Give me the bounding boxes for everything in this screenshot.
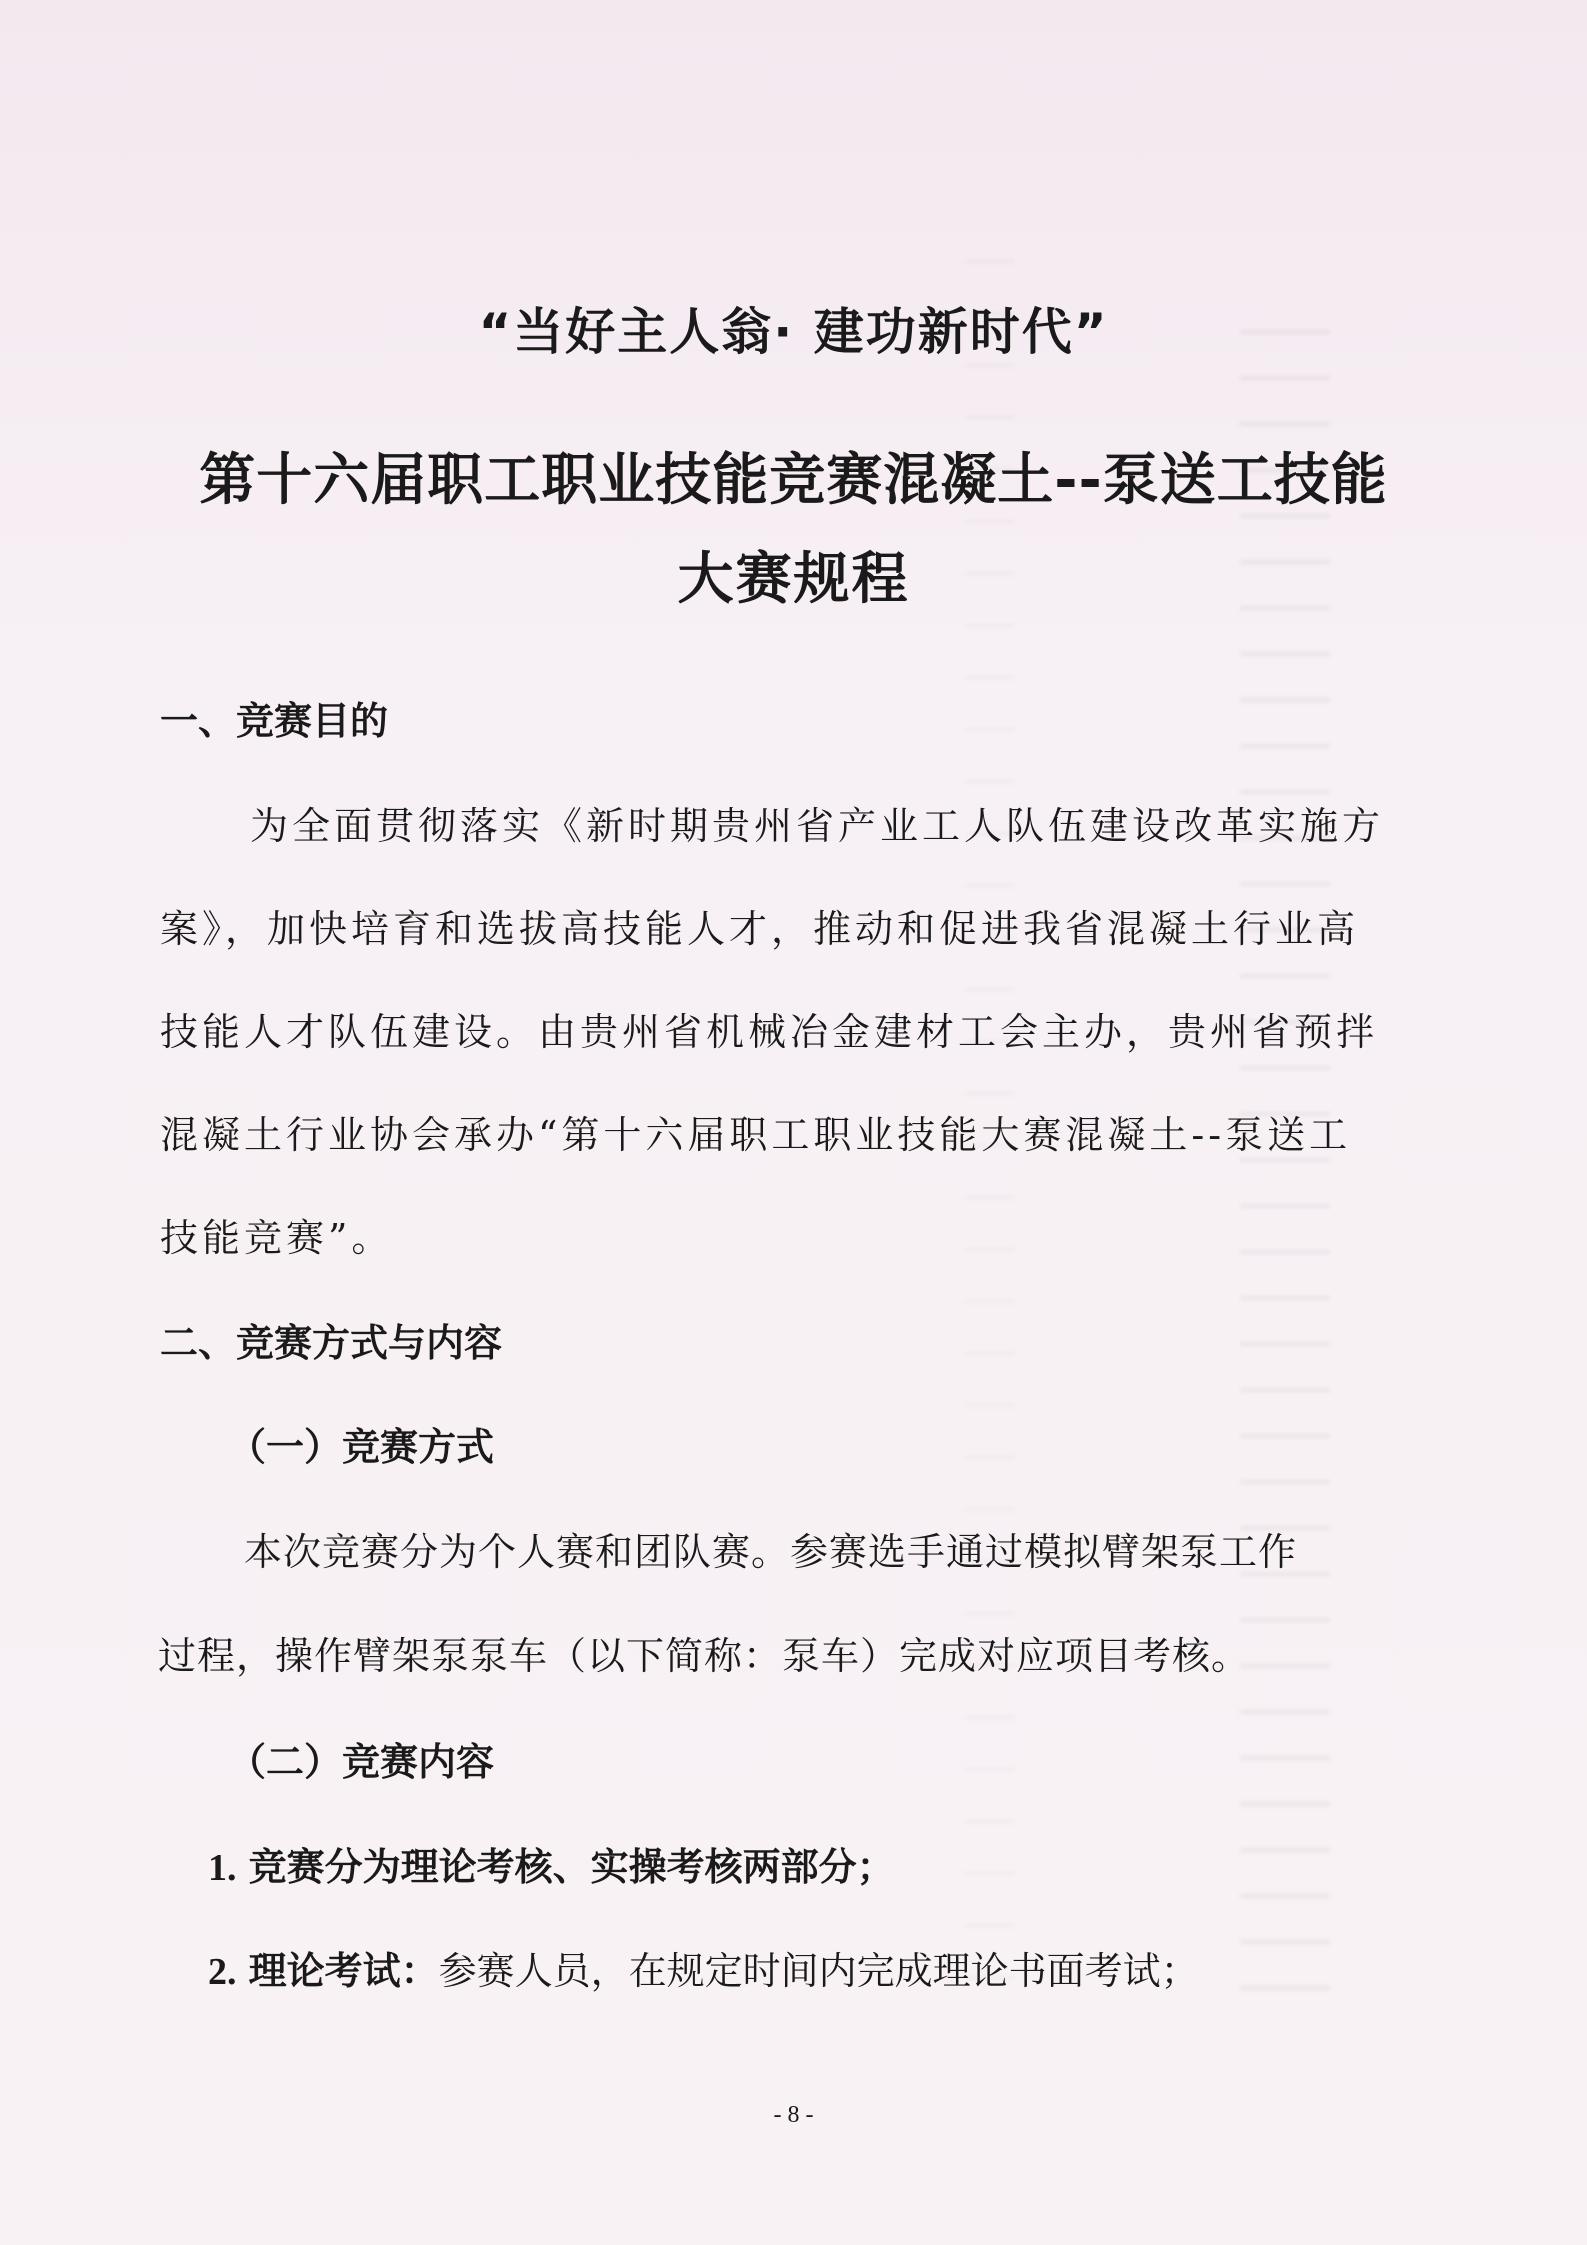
paragraph-line: 过程，操作臂架泵泵车（以下简称：泵车）完成对应项目考核。 [158,1634,1251,1678]
paragraph-line: 案》，加快培育和选拔高技能人才，推动和促进我省混凝土行业高 [160,907,1360,951]
paragraph-line: 为全面贯彻落实《新时期贵州省产业工人队伍建设改革实施方 [250,804,1385,848]
title-main: 第十六届职工职业技能竞赛混凝土--泵送工技能 [199,448,1388,513]
page-number: - 8 - [773,2102,814,2128]
list-item-text: 参赛人员，在规定时间内完成理论书面考试； [438,1949,1199,1993]
list-item [208,1940,1199,1995]
subsection-heading-method: （一）竞赛方式 [228,1425,495,1469]
paragraph-line: 本次竞赛分为个人赛和团队赛。参赛选手通过模拟臂架泵工作 [244,1530,1298,1574]
title-slogan: “当好主人翁· 建功新时代” [478,303,1109,361]
list-item-bold-text: 竞赛分为理论考核、实操考核两部分； [248,1845,895,1889]
list-item-bold-text: 理论考试： [248,1949,439,1993]
section-heading-method: 二、竞赛方式与内容 [160,1321,503,1365]
title-sub: 大赛规程 [677,547,910,612]
paragraph-line: 技能竞赛”。 [160,1216,394,1260]
list-item-number: 1. [208,1847,237,1889]
list-item [208,1836,895,1891]
paragraph-line: 技能人才队伍建设。由贵州省机械冶金建材工会主办，贵州省预拌 [160,1010,1379,1054]
paragraph-line: 混凝土行业协会承办“第十六届职工职业技能大赛混凝土--泵送工 [160,1113,1352,1157]
list-item-number: 2. [208,1951,237,1993]
section-heading-purpose: 一、竞赛目的 [160,699,389,743]
subsection-heading-content: （二）竞赛内容 [228,1740,495,1784]
